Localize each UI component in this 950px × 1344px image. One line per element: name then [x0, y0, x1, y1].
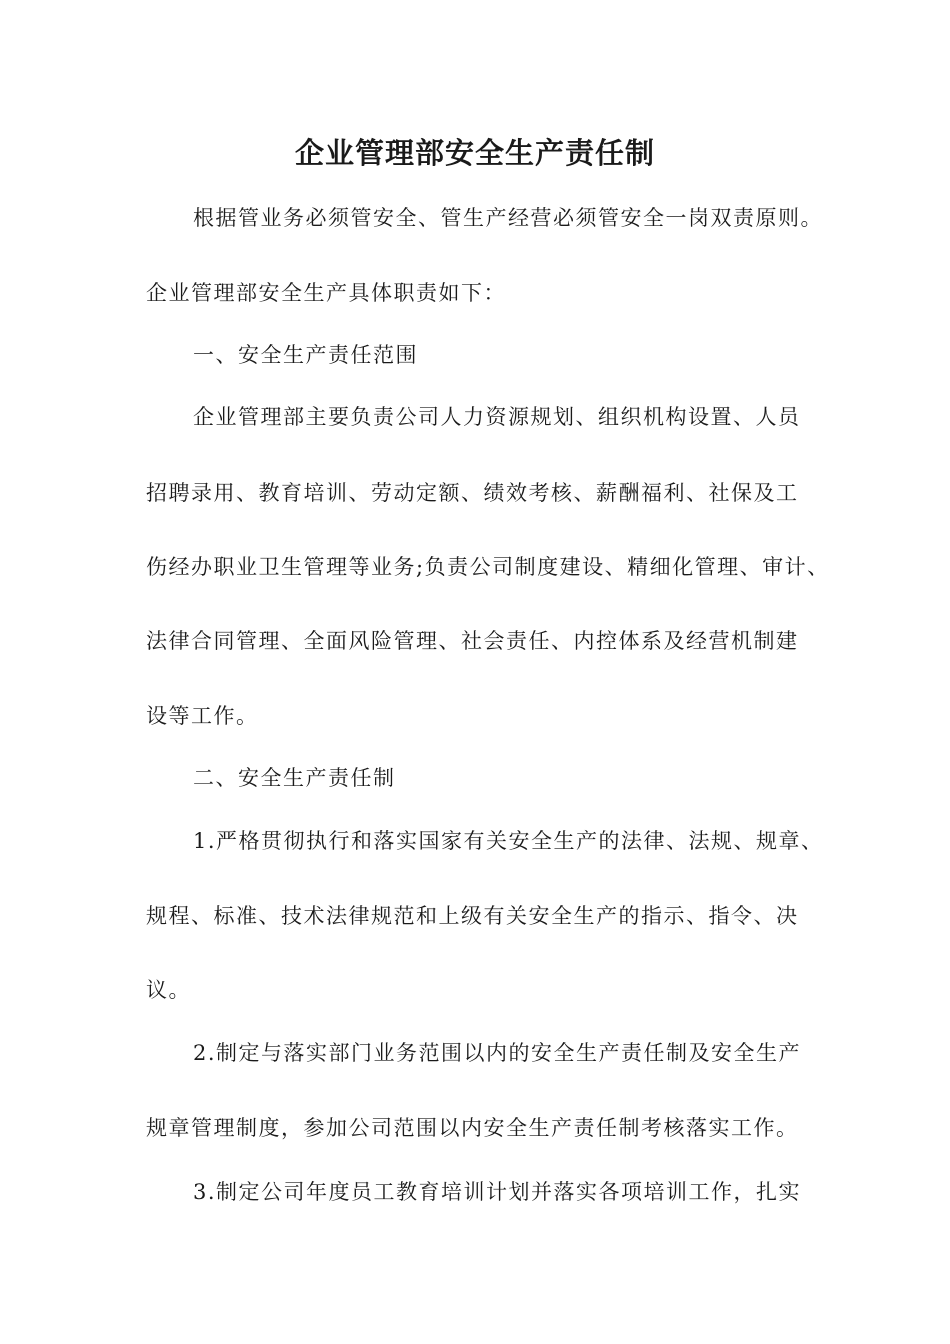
paragraph-line: 规章管理制度，参加公司范围以内安全生产责任制考核落实工作。: [146, 1116, 799, 1140]
section-heading: 一、安全生产责任范围: [193, 343, 418, 367]
paragraph-line: 设等工作。: [146, 704, 259, 728]
paragraph-line: 招聘录用、教育培训、劳动定额、绩效考核、薪酬福利、社保及工: [146, 481, 799, 505]
paragraph-line: 企业管理部安全生产具体职责如下：: [146, 281, 506, 305]
paragraph-line: 规程、标准、技术法律规范和上级有关安全生产的指示、指令、决: [146, 904, 799, 928]
document-title: 企业管理部安全生产责任制: [294, 136, 655, 170]
paragraph-line: 企业管理部主要负责公司人力资源规划、组织机构设置、人员: [193, 405, 801, 429]
paragraph-line: 法律合同管理、全面风险管理、社会责任、内控体系及经营机制建: [146, 629, 799, 653]
paragraph-line: 议。: [146, 978, 191, 1002]
paragraph-line: 2.制定与落实部门业务范围以内的安全生产责任制及安全生产: [193, 1041, 802, 1065]
paragraph-line: 1.严格贯彻执行和落实国家有关安全生产的法律、法规、规章、: [193, 829, 824, 853]
paragraph-line: 3.制定公司年度员工教育培训计划并落实各项培训工作，扎实: [193, 1180, 802, 1204]
paragraph-line: 伤经办职业卫生管理等业务;负责公司制度建设、精细化管理、审计、: [146, 555, 830, 579]
section-heading: 二、安全生产责任制: [193, 766, 396, 790]
paragraph-line: 根据管业务必须管安全、管生产经营必须管安全一岗双责原则。: [193, 206, 823, 230]
